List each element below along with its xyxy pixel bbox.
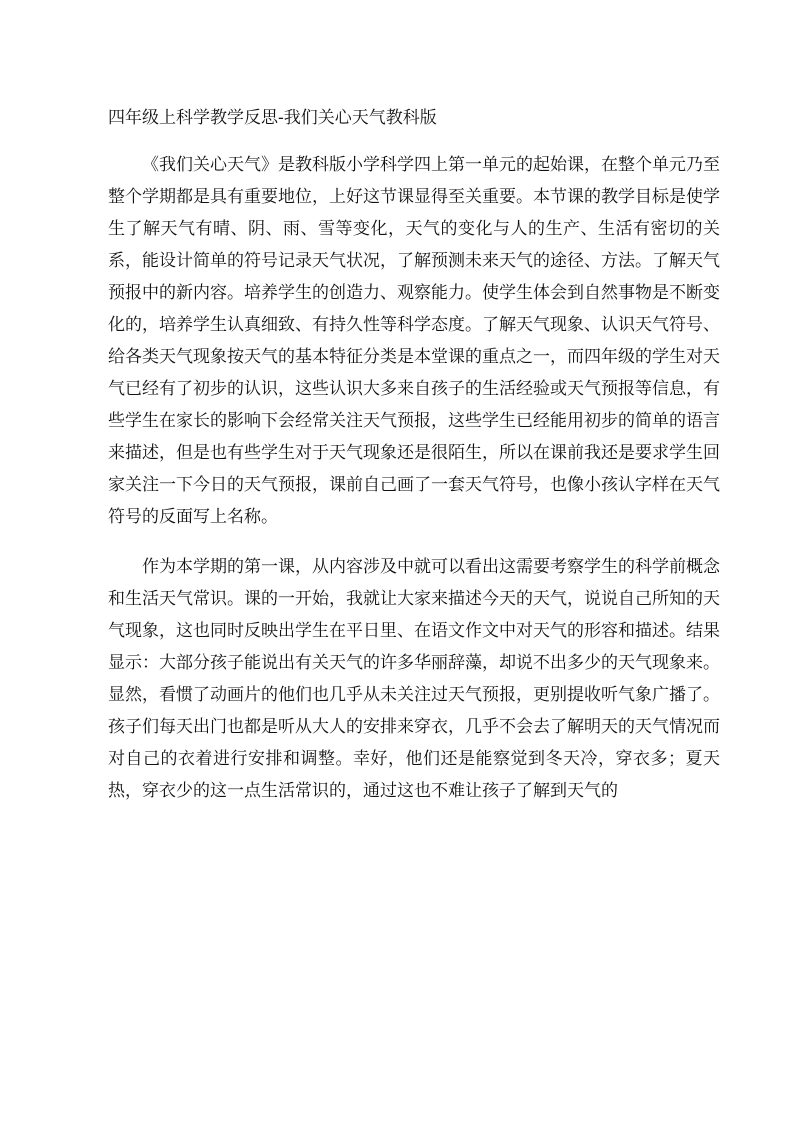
document-title: 四年级上科学教学反思-我们关心天气教科版 [108, 108, 437, 128]
document-body [108, 105, 720, 807]
paragraph-2: 作为本学期的第一课，从内容涉及中就可以看出这需要考察学生的科学前概念和生活天气常识。课的一开始，我就让大家来描述今天的天气，说说自己所知的天气现象，这也同时反映出学生在平日里、在语文作文中对天气的形容和描述。结果显示：大部分孩子能说出有关天气的许多华丽辞藻，却说不出多少的天气现象来。显然，看惯了动画片的他们也几乎从未关注过天气预报，更别提收听气象广播了。孩子们每天出门也都是听从大人的安排来穿衣，几乎不会去了解明天的天气情况而对自己的衣着进行安排和调整。幸好，他们还是能察觉到冬天冷，穿衣多；夏天热，穿衣少的这一点生活常识的，通过这也不难让孩子了解到天气的 [108, 557, 720, 801]
paragraph-1: 《我们关心天气》是教科版小学科学四上第一单元的起始课，在整个单元乃至整个学期都是具有重要地位，上好这节课显得至关重要。本节课的教学目标是使学生了解天气有晴、阴、雨、雪等变化，天气的变化与人的生产、生活有密切的关系，能设计简单的符号记录天气状况，了解预测未来天气的途径、方法。了解天气预报中的新内容。培养学生的创造力、观察能力。使学生体会到自然事物是不断变化的，培养学生认真细致、有持久性等科学态度。了解天气现象、认识天气符号、给各类天气现象按天气的基本特征分类是本堂课的重点之一，而四年级的学生对天气已经有了初步的认识，这些认识大多来自孩子的生活经验或天气预报等信息，有些学生在家长的影响下会经常关注天气预报，这些学生已经能用初步的简单的语言来描述，但是也有些学生对于天气现象还是很陌生，所以在课前我还是要求学生回家关注一下今日的天气预报，课前自己画了一套天气符号，也像小孩认字样在天气符号的反面写上名称。 [108, 155, 720, 527]
